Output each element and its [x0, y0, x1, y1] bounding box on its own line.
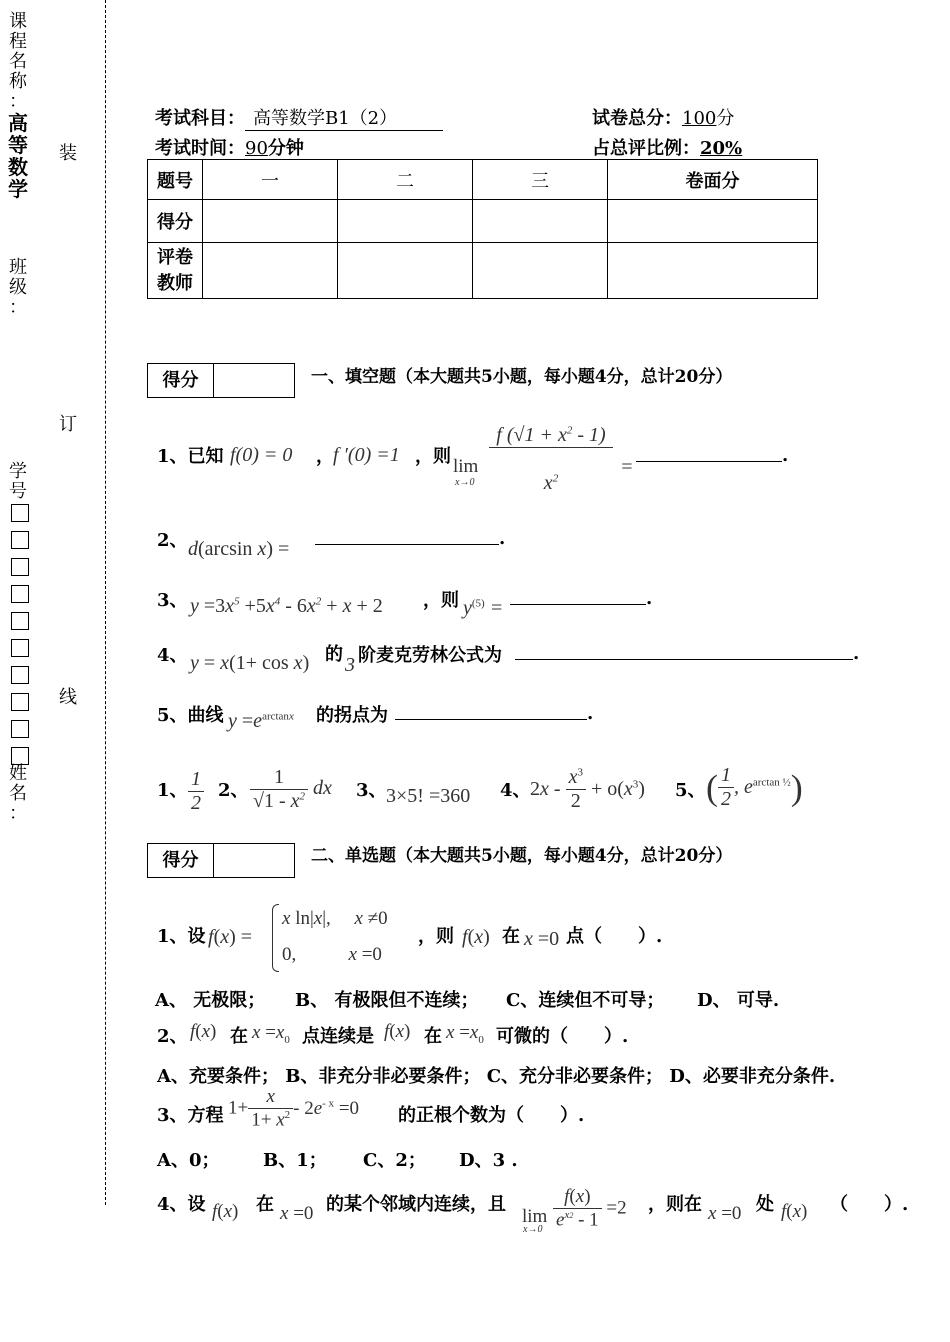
- section1-title: 一、填空题（本大题共5小题，每小题4分，总计20分）: [311, 367, 733, 387]
- choice-q4-lim-sub: x→0: [523, 1224, 543, 1235]
- choice-q2-c: 在: [424, 1026, 442, 1047]
- choice-q4: 4、设: [157, 1194, 206, 1215]
- answer-5: ( $\frac{1}{2}$ , $e^{arctan \frac{1}{2}}$): [706, 764, 803, 810]
- fill-q4-blank[interactable]: [515, 643, 853, 660]
- answer-3-label: 3、: [356, 780, 387, 801]
- section1-grade-box: 得分: [147, 363, 295, 398]
- fill-q1-equals: =: [620, 456, 634, 478]
- fill-q3: 3、: [157, 590, 188, 611]
- fill-q2-formula: d(arcsin x) =: [188, 538, 290, 560]
- choice-q2-d: 可微的（ ）.: [496, 1026, 629, 1047]
- choice-q3-option-d[interactable]: D、3 .: [459, 1150, 518, 1171]
- fill-q5-suffix: 的拐点为: [316, 705, 388, 726]
- class-label: 班 级 ：: [9, 257, 27, 318]
- table-header: 三: [473, 160, 608, 200]
- fill-q5-formula: $y =e^{arctanx}$: [228, 710, 294, 732]
- fill-q3-formula: $y =3x^5 +5x^4 - 6x^2 + x + 2$: [190, 595, 383, 617]
- student-id-boxes[interactable]: [10, 504, 30, 774]
- choice-q1-x0: x =0: [524, 928, 560, 950]
- fill-q4-de: 的: [325, 644, 343, 665]
- choice-q3-option-a[interactable]: A、0；: [157, 1150, 220, 1171]
- teacher-cell[interactable]: [338, 243, 473, 299]
- choice-q1-fx: f(x) =: [208, 926, 253, 948]
- choice-q2-a: 在: [230, 1026, 248, 1047]
- fill-q4: 4、: [157, 645, 188, 666]
- binding-line: [105, 0, 106, 1205]
- course-label: 课 程 名 称 ：: [9, 11, 27, 112]
- fill-q2: 2、: [157, 530, 188, 551]
- ratio-row: 占总评比例：20%: [592, 138, 743, 159]
- answer-5-label: 5、: [675, 780, 706, 801]
- fill-q2-blank[interactable]: [315, 528, 499, 545]
- choice-q4-c: ，则在: [648, 1194, 702, 1215]
- fill-q1-numerator: f $(√1 + x^2 - 1)$: [489, 424, 613, 448]
- fill-q1-lim-sub: x→0: [455, 477, 475, 488]
- teacher-cell[interactable]: [203, 243, 338, 299]
- fill-q3-then: ，则: [423, 590, 459, 611]
- fill-q3-blank[interactable]: [510, 588, 646, 605]
- choice-q4-e: （ ）.: [830, 1194, 909, 1215]
- choice-q1-at: 在: [502, 926, 520, 947]
- choice-q4-x0-2: x =0: [708, 1203, 742, 1224]
- choice-q2: 2、: [157, 1026, 188, 1047]
- choice-q4-lim: lim: [522, 1206, 548, 1227]
- binding-mark-xian: 线: [59, 687, 77, 708]
- name-label: 姓 名 ：: [9, 763, 27, 824]
- course-name: 高 等 数 学: [8, 111, 28, 201]
- teacher-cell[interactable]: [608, 243, 818, 299]
- choice-q3-formula: 1+ $\frac{x}{1+ x^2}$ - $2e^{- x} =0$: [228, 1086, 360, 1131]
- choice-q1-fx2: f(x): [462, 926, 490, 948]
- choice-q2-options[interactable]: A、充要条件； B、非充分非必要条件； C、充分非必要条件； D、必要非充分条件.: [157, 1066, 836, 1087]
- fill-q5-period: .: [587, 703, 594, 724]
- choice-q4-frac: $\frac{f(x)}{e^{x2} - 1}$ =2: [553, 1186, 627, 1231]
- exam-time-row: 考试时间：90分钟: [155, 138, 304, 159]
- subject-value: 高等数学B1（2）: [245, 104, 443, 131]
- row-label-teacher: 评卷 教师: [148, 243, 203, 299]
- fill-q1-formula-b: f ′(0) =1: [333, 444, 400, 466]
- fill-q4-period: .: [853, 643, 860, 664]
- choice-q4-fx: f(x): [212, 1201, 239, 1222]
- fill-q1-formula-a: f(0) = 0: [230, 444, 293, 466]
- answer-3: 3×5! =360: [386, 785, 471, 807]
- subject-row: 考试科目： 高等数学B1（2）: [155, 104, 443, 131]
- choice-q2-b: 点连续是: [302, 1026, 374, 1047]
- teacher-cell[interactable]: [473, 243, 608, 299]
- choice-q4-a: 在: [256, 1194, 274, 1215]
- choice-q3: 3、方程: [157, 1105, 224, 1126]
- score-table: [147, 159, 818, 299]
- choice-q3-suffix: 的正根个数为（ ）.: [398, 1105, 585, 1126]
- choice-q4-fx2: f(x): [781, 1201, 808, 1222]
- fill-q4-order: 3: [345, 654, 355, 676]
- student-id-label: 学 号: [9, 461, 27, 502]
- fill-q1-denominator: $x^2$: [543, 472, 559, 494]
- choice-q1-case1: x ln|x|, x ≠0: [282, 908, 388, 929]
- choice-q3-option-b[interactable]: B、1；: [263, 1150, 327, 1171]
- fill-q1-lim: lim: [453, 456, 479, 477]
- table-header: 二: [338, 160, 473, 200]
- section2-grade-box: 得分: [147, 843, 295, 878]
- score-cell[interactable]: [203, 200, 338, 243]
- answer-2: $\frac{1}{√1 - x^2}$ dx: [250, 766, 332, 813]
- answer-2-label: 2、: [218, 780, 249, 801]
- fill-q1-comma: ，: [316, 446, 334, 467]
- choice-q4-x0: x =0: [280, 1203, 314, 1224]
- choice-q4-b: 的某个邻域内连续，且: [326, 1194, 506, 1215]
- choice-q3-option-c[interactable]: C、2；: [363, 1150, 426, 1171]
- fill-q1-then: ，则: [415, 446, 451, 467]
- choice-q4-d: 处: [756, 1194, 774, 1215]
- fill-q1-blank[interactable]: [636, 445, 782, 462]
- table-header: 题号: [148, 160, 203, 200]
- table-header: 卷面分: [608, 160, 818, 200]
- piecewise-brace: [272, 904, 279, 972]
- choice-q1-option-b[interactable]: B、 有极限但不连续；: [295, 990, 479, 1011]
- fill-q5: 5、曲线: [157, 705, 224, 726]
- fill-q1: 1、已知: [157, 446, 224, 467]
- answer-4: 2x - $\frac{x^3}{2}$ + $o(x^3)$: [530, 766, 645, 812]
- fill-q1-period: .: [782, 445, 789, 466]
- choice-q2-x0: $x =x_0$: [252, 1022, 290, 1046]
- fill-q4-formula: y = x(1+ cos x): [190, 652, 310, 674]
- fill-q3-y5: $y^{(5)}$ =: [463, 597, 504, 619]
- answer-1-label: 1、: [157, 780, 188, 801]
- choice-q1-option-d[interactable]: D、 可导.: [697, 990, 780, 1011]
- choice-q2-x0-2: $x =x_0$: [446, 1022, 484, 1046]
- section2-title: 二、单选题（本大题共5小题，每小题4分，总计20分）: [311, 846, 733, 866]
- choice-q1: 1、设: [157, 926, 206, 947]
- score-cell[interactable]: [608, 200, 818, 243]
- answer-4-label: 4、: [500, 780, 531, 801]
- fill-q2-period: .: [499, 528, 506, 549]
- fill-q3-period: .: [646, 588, 653, 609]
- binding-mark-ding: 订: [59, 414, 77, 435]
- total-score-row: 试卷总分：100分: [592, 108, 735, 129]
- choice-q1-point: 点（ ）.: [566, 926, 663, 947]
- choice-q1-option-c[interactable]: C、连续但不可导；: [506, 990, 665, 1011]
- choice-q1-then: ，则: [418, 926, 454, 947]
- choice-q1-case2: 0, x =0: [282, 944, 382, 965]
- choice-q1-option-a[interactable]: A、 无极限；: [155, 990, 266, 1011]
- choice-q2-fx2: f(x): [384, 1021, 411, 1042]
- binding-mark-zhuang: 装: [59, 143, 77, 164]
- score-cell[interactable]: [473, 200, 608, 243]
- answer-1: $\frac{1}{2}$: [188, 768, 204, 815]
- fill-q4-suffix: 阶麦克劳林公式为: [358, 645, 502, 666]
- fill-q5-blank[interactable]: [395, 703, 587, 720]
- row-label-score: 得分: [148, 200, 203, 243]
- table-header: 一: [203, 160, 338, 200]
- score-cell[interactable]: [338, 200, 473, 243]
- choice-q2-fx: f(x): [190, 1021, 217, 1042]
